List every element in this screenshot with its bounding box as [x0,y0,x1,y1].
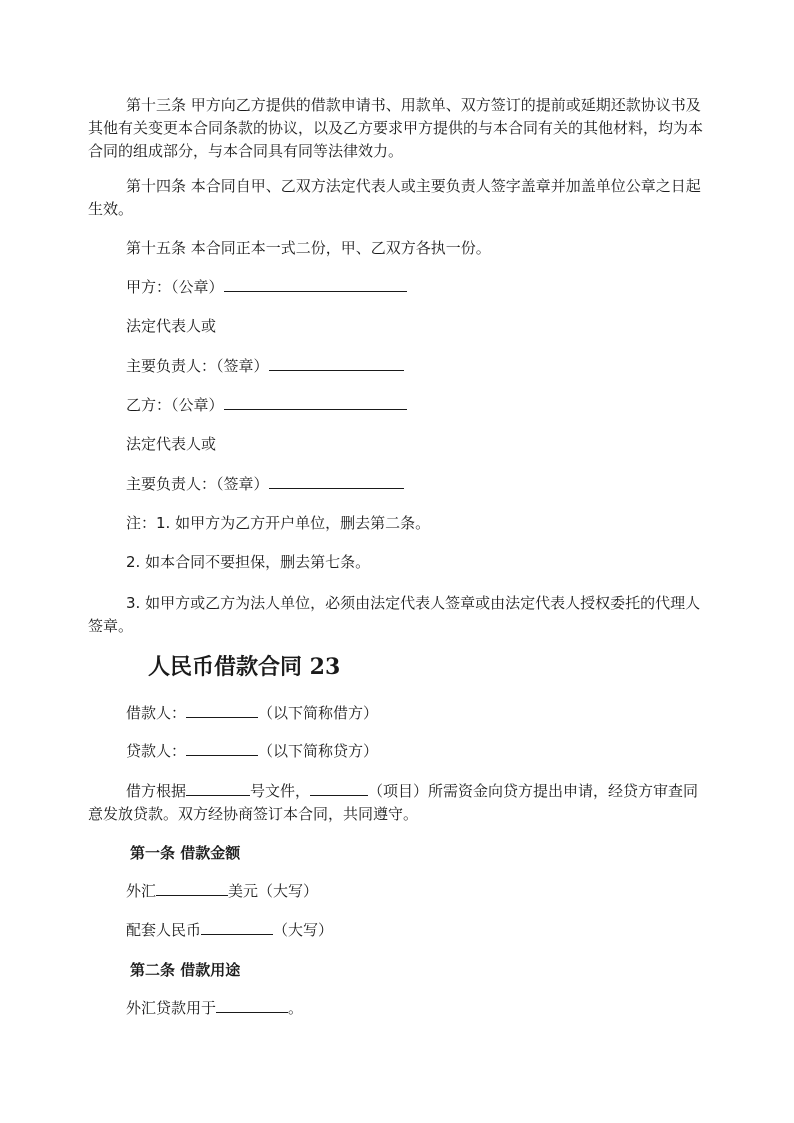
borrower-blank[interactable] [186,703,258,718]
forex-label: 外汇 [126,882,157,900]
principal-b-sign-line [126,473,404,496]
principal-a-blank[interactable] [269,356,404,371]
legal-rep-b-label: 法定代表人或 [126,435,217,453]
legal-rep-a-label: 法定代表人或 [126,317,217,335]
principal-b-label: 主要负责人：（签章） [126,475,269,493]
party-b-blank[interactable] [224,395,407,410]
intro-part-1: 借方根据 [126,782,187,800]
lender-label: 贷款人： [126,742,187,760]
forex-amount-line [126,880,318,903]
forex-amount-blank[interactable] [156,881,228,896]
principal-a-label: 主要负责人：（签章） [126,357,269,375]
clause-15: 第十五条 本合同正本一式二份，甲、乙双方各执一份。 [126,239,491,257]
article-2-heading: 第二条 借款用途 [130,961,241,979]
project-blank[interactable] [310,781,368,796]
lender-blank[interactable] [186,741,258,756]
clause-13: 第十三条 甲方向乙方提供的借款申请书、用款单、双方签订的提前或延期还款协议书及其他有关变更本合同条款的协议，以及乙方要求甲方提供的与本合同有关的其他材料，均为本合同的组成部分，与本合同具有同等法律效力。 [88,96,704,160]
rmb-amount-line [126,919,333,942]
note-3: 3. 如甲方或乙方为法人单位，必须由法定代表人签章或由法定代表人授权委托的代理人签章。 [88,594,701,635]
document-number-blank[interactable] [186,781,250,796]
party-a-blank[interactable] [224,277,407,292]
borrower-suffix: （以下简称借方） [258,704,379,722]
rmb-amount-blank[interactable] [201,920,273,935]
borrower-label: 借款人： [126,704,187,722]
note-2: 2. 如本合同不要担保，删去第七条。 [126,553,371,571]
party-b-seal-line [126,394,407,417]
intro-part-3: （项目）所需资金向贷方提出申请，经贷方审查同意发放贷款。双方经协商签订本合同，共同遵守。 [88,782,699,823]
contract-title: 人民币借款合同 23 [148,654,341,680]
intro-part-2: 号文件， [250,782,311,800]
purpose-suffix: 。 [288,999,304,1017]
rmb-label: 配套人民币 [126,921,202,939]
principal-a-sign-line [126,355,404,378]
borrower-line [126,702,378,725]
purpose-label: 外汇贷款用于 [126,999,217,1017]
clause-14: 第十四条 本合同自甲、乙双方法定代表人或主要负责人签字盖章并加盖单位公章之日起生效。 [88,177,701,218]
contract-intro [88,780,712,826]
note-1: 注：1. 如甲方为乙方开户单位，删去第二条。 [126,514,431,532]
loan-purpose-line [126,997,303,1020]
party-a-label: 甲方：（公章） [126,278,224,296]
article-1-heading: 第一条 借款金额 [130,844,241,862]
rmb-suffix: （大写） [273,921,334,939]
principal-b-blank[interactable] [269,474,404,489]
lender-line [126,740,378,763]
party-a-seal-line [126,276,407,299]
loan-purpose-blank[interactable] [216,998,288,1013]
forex-suffix: 美元（大写） [228,882,319,900]
lender-suffix: （以下简称贷方） [258,742,379,760]
party-b-label: 乙方：（公章） [126,396,224,414]
